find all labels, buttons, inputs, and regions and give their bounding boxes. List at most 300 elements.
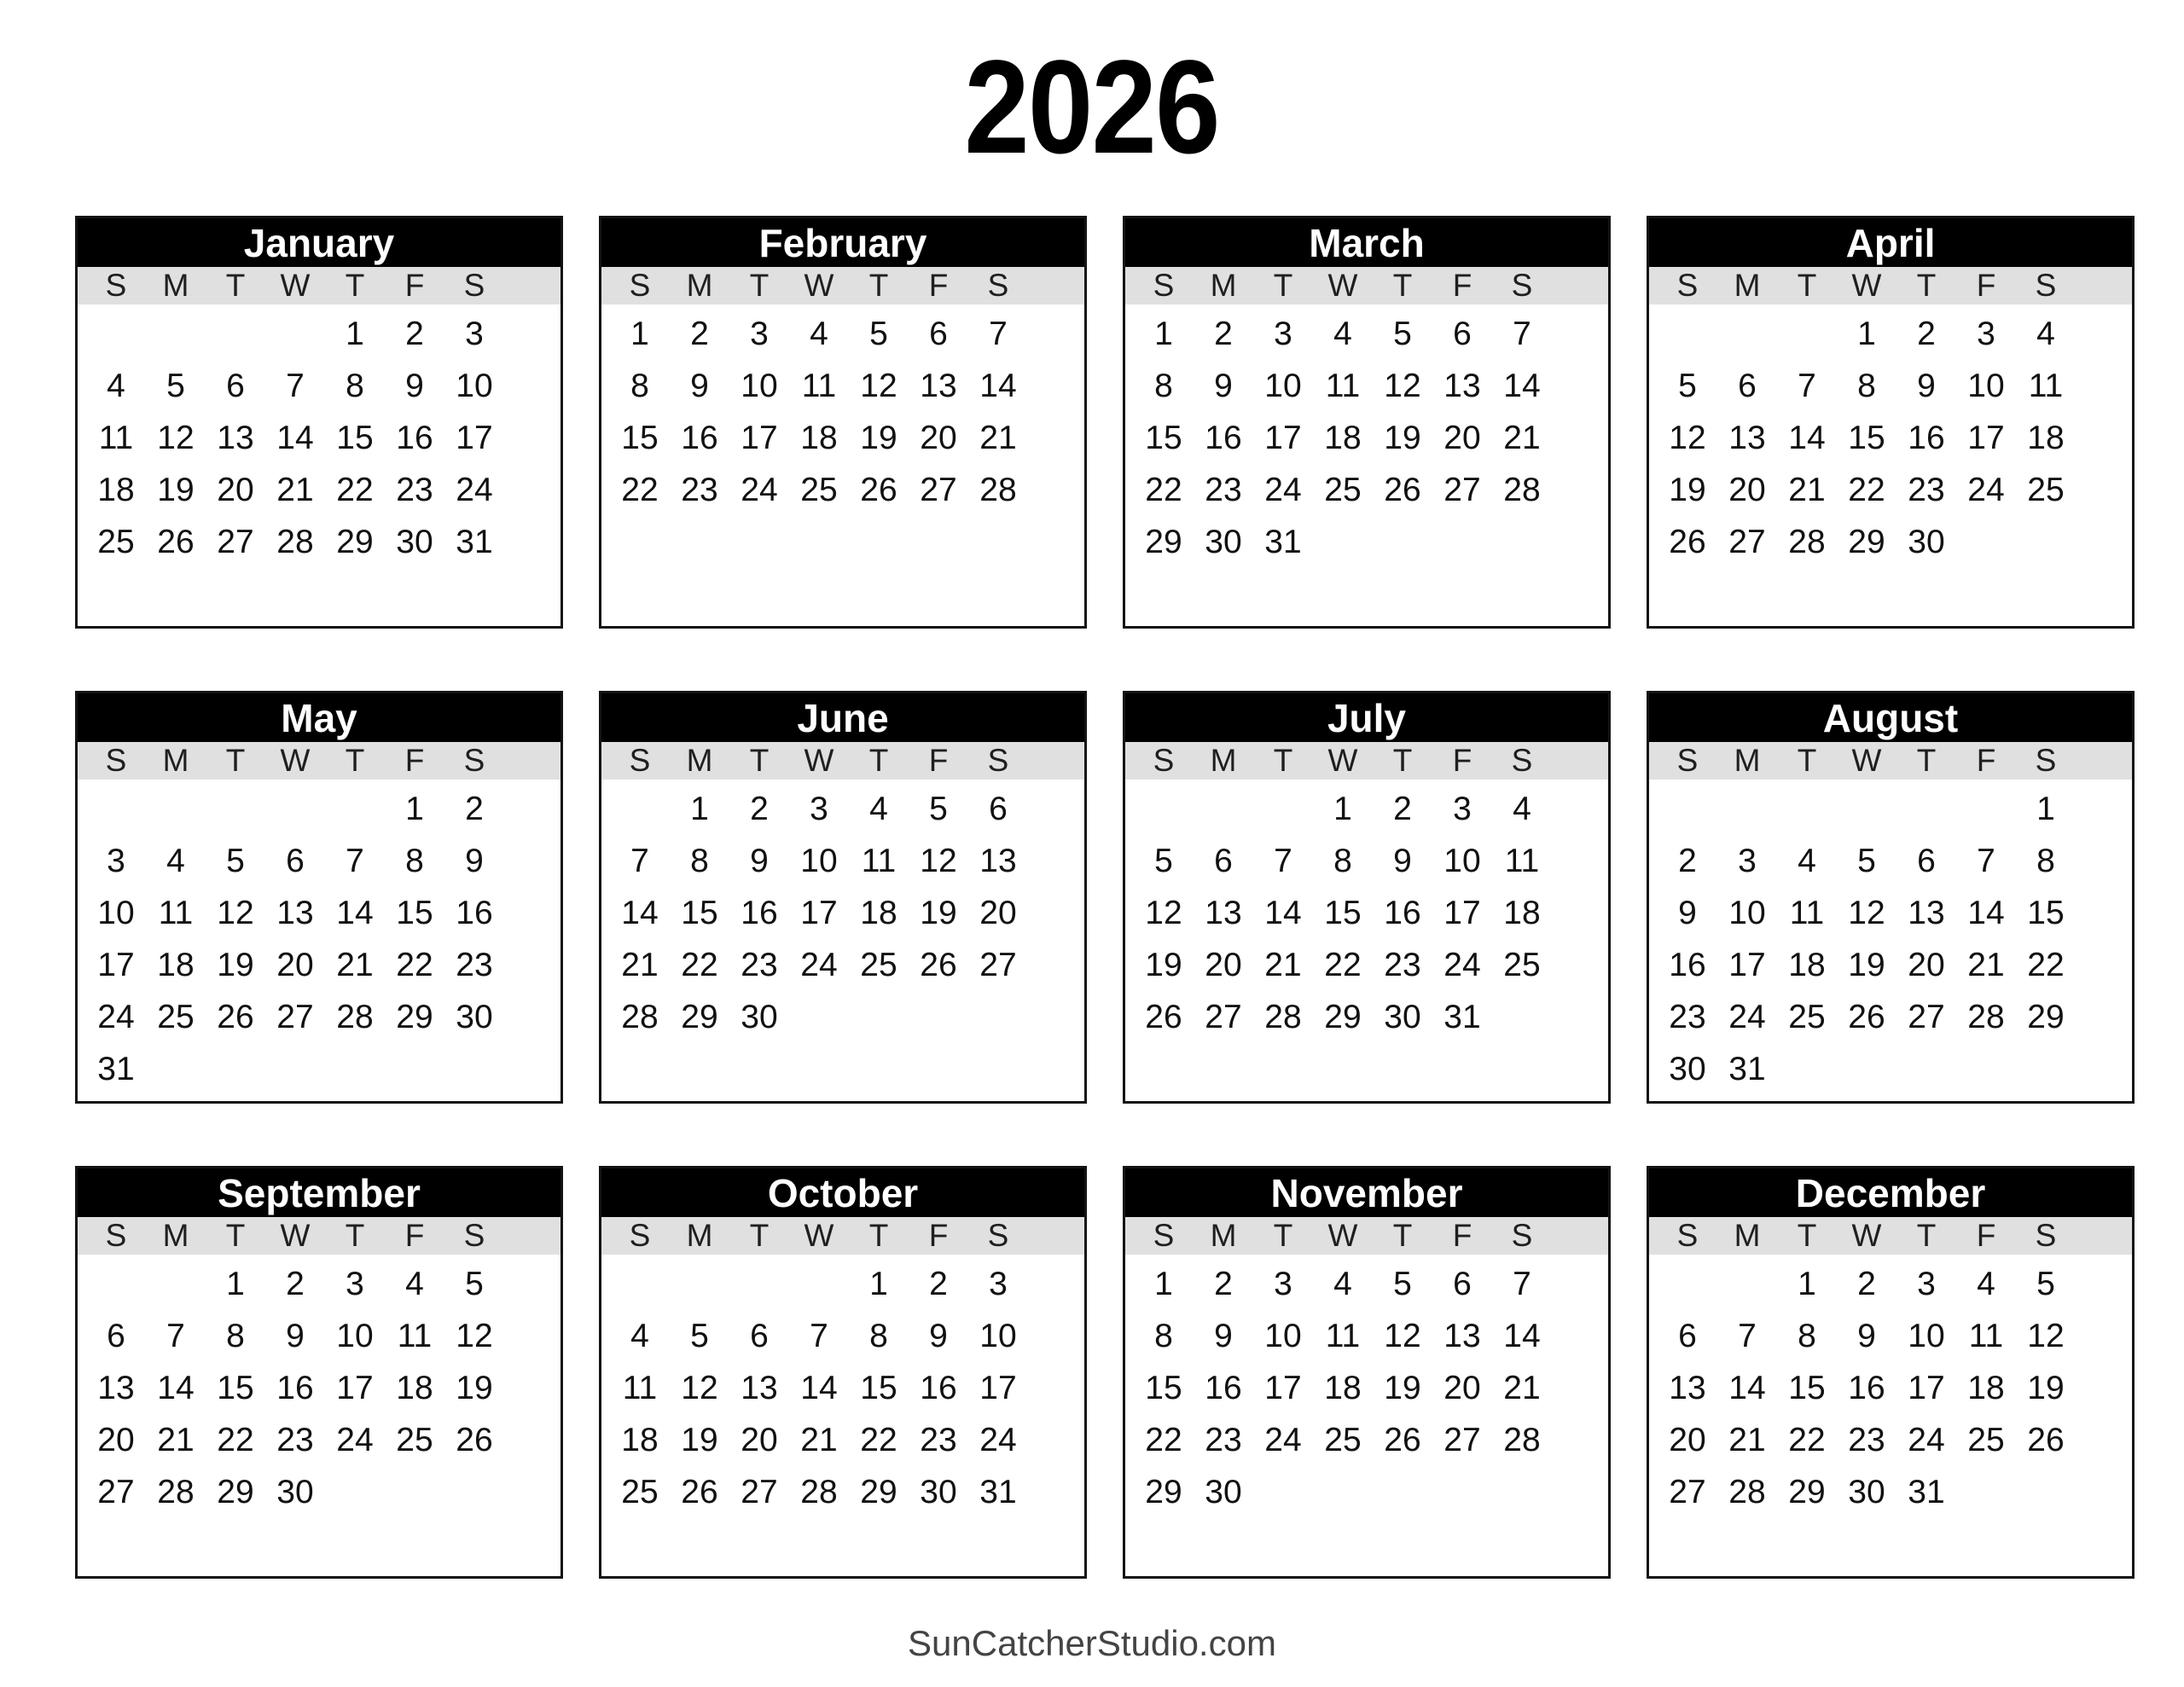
date-cell: 5: [166, 367, 185, 404]
month-title: January: [78, 218, 561, 267]
date-cell: 26: [1384, 471, 1421, 508]
date-cell: 9: [1917, 367, 1936, 404]
date-cell: 18: [860, 894, 897, 931]
date-cell: 26: [1848, 998, 1885, 1035]
date-cell: 25: [396, 1421, 433, 1458]
month-january: [75, 216, 563, 629]
date-cell: 31: [97, 1050, 135, 1087]
date-cell: 29: [1788, 1473, 1826, 1510]
date-cell: 2: [929, 1265, 948, 1302]
date-cell: 25: [800, 471, 838, 508]
weekday-cell: M: [686, 743, 713, 778]
week-row: [1658, 464, 2132, 516]
date-cell: 15: [217, 1369, 254, 1406]
date-cell: 17: [1443, 894, 1481, 931]
page-title: [0, 0, 2184, 216]
date-cell: 3: [107, 842, 125, 879]
date-cell: 24: [741, 471, 778, 508]
week-row: [1134, 1310, 1608, 1362]
weekday-cell: T: [1273, 743, 1293, 778]
date-cell: 28: [1788, 523, 1826, 560]
date-cell: 6: [1453, 315, 1472, 352]
date-cell: 19: [681, 1421, 718, 1458]
date-cell: 7: [1977, 842, 1995, 879]
date-cell: 21: [1728, 1421, 1766, 1458]
week-row: [610, 1466, 1084, 1518]
weekday-cell: W: [1851, 1218, 1882, 1253]
date-cell: 4: [810, 315, 828, 352]
week-row: [1658, 991, 2132, 1043]
date-cell: 16: [276, 1369, 314, 1406]
date-cell: 30: [1205, 1473, 1242, 1510]
weekday-row: [601, 742, 1084, 780]
date-cell: 21: [621, 946, 659, 983]
date-cell: 9: [286, 1317, 305, 1354]
date-cell: 4: [166, 842, 185, 879]
date-cell: 19: [1384, 419, 1421, 456]
weekday-cell: M: [162, 1218, 189, 1253]
date-cell: 17: [800, 894, 838, 931]
date-cell: 3: [750, 315, 769, 352]
date-cell: 6: [750, 1317, 769, 1354]
date-cell: 10: [1967, 367, 2005, 404]
date-cell: 24: [456, 471, 493, 508]
date-cell: 14: [1264, 894, 1302, 931]
date-cell: 29: [217, 1473, 254, 1510]
weekday-cell: S: [463, 268, 485, 303]
date-cell: 17: [1967, 419, 2005, 456]
date-cell: 29: [681, 998, 718, 1035]
weeks-area: [601, 1255, 1084, 1518]
date-cell: 22: [621, 471, 659, 508]
date-cell: 7: [286, 367, 305, 404]
date-cell: 26: [157, 523, 195, 560]
date-cell: 22: [1788, 1421, 1826, 1458]
date-cell: 16: [1205, 1369, 1242, 1406]
date-cell: 24: [800, 946, 838, 983]
date-cell: 16: [1384, 894, 1421, 931]
date-cell: 3: [989, 1265, 1008, 1302]
weekday-cell: T: [1916, 1218, 1937, 1253]
date-cell: 23: [456, 946, 493, 983]
week-row: [610, 464, 1084, 516]
date-cell: 2: [465, 790, 484, 827]
date-cell: 26: [1384, 1421, 1421, 1458]
weekday-cell: S: [629, 743, 651, 778]
date-cell: 15: [681, 894, 718, 931]
date-cell: 10: [1728, 894, 1766, 931]
weekday-row: [1125, 742, 1608, 780]
date-cell: 15: [860, 1369, 897, 1406]
date-cell: 21: [1788, 471, 1826, 508]
date-cell: 16: [1848, 1369, 1885, 1406]
date-cell: 27: [97, 1473, 135, 1510]
date-cell: 11: [1504, 842, 1540, 879]
week-row: [610, 835, 1084, 887]
date-cell: 18: [1967, 1369, 2005, 1406]
date-cell: 22: [860, 1421, 897, 1458]
date-cell: 5: [929, 790, 948, 827]
date-cell: 4: [1333, 315, 1352, 352]
date-cell: 21: [1264, 946, 1302, 983]
week-row: [1134, 464, 1608, 516]
date-cell: 10: [1908, 1317, 1945, 1354]
week-row: [1658, 783, 2132, 835]
date-cell: 14: [1728, 1369, 1766, 1406]
date-cell: 18: [97, 471, 135, 508]
date-cell: 20: [1728, 471, 1766, 508]
date-cell: 21: [1967, 946, 2005, 983]
date-cell: 31: [1728, 1050, 1766, 1087]
date-cell: 26: [456, 1421, 493, 1458]
date-cell: 12: [1384, 1317, 1421, 1354]
week-row: [1658, 1466, 2132, 1518]
date-cell: 27: [1908, 998, 1945, 1035]
date-cell: 3: [1977, 315, 1995, 352]
date-cell: 6: [226, 367, 245, 404]
date-cell: 12: [1669, 419, 1706, 456]
month-september: [75, 1166, 563, 1579]
date-cell: 31: [456, 523, 493, 560]
date-cell: 3: [810, 790, 828, 827]
date-cell: 9: [465, 842, 484, 879]
date-cell: 2: [1678, 842, 1697, 879]
date-cell: 1: [405, 790, 424, 827]
weekday-cell: S: [629, 1218, 651, 1253]
weekday-cell: W: [804, 1218, 834, 1253]
date-cell: 21: [157, 1421, 195, 1458]
date-cell: 9: [1393, 842, 1412, 879]
weekday-cell: M: [686, 268, 713, 303]
date-cell: 16: [920, 1369, 957, 1406]
date-cell: 23: [1908, 471, 1945, 508]
week-row: [1658, 360, 2132, 412]
date-cell: 15: [396, 894, 433, 931]
date-cell: 5: [1154, 842, 1173, 879]
date-cell: 2: [690, 315, 709, 352]
date-cell: 4: [1333, 1265, 1352, 1302]
month-title: August: [1649, 693, 2132, 742]
weekday-cell: T: [749, 743, 770, 778]
date-cell: 14: [1503, 367, 1541, 404]
weekday-cell: M: [1210, 743, 1237, 778]
weekday-cell: S: [1511, 1218, 1533, 1253]
date-cell: 10: [336, 1317, 374, 1354]
week-row: [610, 1258, 1084, 1310]
weekday-cell: T: [1916, 743, 1937, 778]
weekday-cell: T: [1392, 1218, 1413, 1253]
month-may: [75, 691, 563, 1104]
weekday-cell: T: [868, 268, 889, 303]
weekday-cell: W: [1327, 743, 1358, 778]
week-row: [1134, 1362, 1608, 1414]
weekday-cell: M: [1734, 743, 1761, 778]
date-cell: 23: [920, 1421, 957, 1458]
date-cell: 11: [158, 894, 194, 931]
weekday-cell: T: [1797, 1218, 1817, 1253]
date-cell: 5: [1678, 367, 1697, 404]
week-row: [86, 1466, 561, 1518]
week-row: [1658, 412, 2132, 464]
weekday-cell: T: [1797, 743, 1817, 778]
date-cell: 11: [861, 842, 897, 879]
date-cell: 22: [396, 946, 433, 983]
date-cell: 2: [1857, 1265, 1876, 1302]
month-august: [1647, 691, 2135, 1104]
weeks-area: [1125, 1255, 1608, 1518]
date-cell: 29: [396, 998, 433, 1035]
date-cell: 20: [979, 894, 1017, 931]
weekday-cell: T: [1797, 268, 1817, 303]
month-title: October: [601, 1168, 1084, 1217]
date-cell: 27: [1443, 471, 1481, 508]
date-cell: 11: [801, 367, 837, 404]
date-cell: 14: [800, 1369, 838, 1406]
date-cell: 22: [681, 946, 718, 983]
weekday-row: [1125, 1217, 1608, 1255]
date-cell: 3: [1453, 790, 1472, 827]
weekday-cell: T: [749, 1218, 770, 1253]
date-cell: 3: [1274, 1265, 1292, 1302]
date-cell: 25: [157, 998, 195, 1035]
weekday-cell: F: [404, 268, 425, 303]
date-cell: 28: [621, 998, 659, 1035]
date-cell: 10: [800, 842, 838, 879]
date-cell: 29: [336, 523, 374, 560]
date-cell: 23: [276, 1421, 314, 1458]
weekday-cell: S: [2035, 268, 2057, 303]
date-cell: 3: [346, 1265, 364, 1302]
weeks-area: [601, 304, 1084, 516]
date-cell: 31: [979, 1473, 1017, 1510]
calendar-grid: [75, 216, 2135, 1579]
date-cell: 19: [1384, 1369, 1421, 1406]
date-cell: 10: [741, 367, 778, 404]
date-cell: 20: [276, 946, 314, 983]
date-cell: 3: [465, 315, 484, 352]
date-cell: 21: [276, 471, 314, 508]
date-cell: 15: [1324, 894, 1362, 931]
date-cell: 5: [1857, 842, 1876, 879]
week-row: [1134, 412, 1608, 464]
date-cell: 3: [1917, 1265, 1936, 1302]
date-cell: 25: [1788, 998, 1826, 1035]
weekday-row: [78, 267, 561, 304]
date-cell: 18: [396, 1369, 433, 1406]
date-cell: 19: [1848, 946, 1885, 983]
date-cell: 26: [217, 998, 254, 1035]
date-cell: 7: [346, 842, 364, 879]
weekday-cell: S: [105, 743, 127, 778]
weeks-area: [78, 1255, 561, 1518]
date-cell: 9: [690, 367, 709, 404]
month-april: [1647, 216, 2135, 629]
week-row: [1658, 1043, 2132, 1095]
date-cell: 5: [690, 1317, 709, 1354]
date-cell: 28: [1503, 471, 1541, 508]
date-cell: 15: [1145, 419, 1182, 456]
month-title: March: [1125, 218, 1608, 267]
date-cell: 17: [741, 419, 778, 456]
week-row: [610, 1362, 1084, 1414]
date-cell: 28: [276, 523, 314, 560]
date-cell: 14: [621, 894, 659, 931]
date-cell: 30: [1908, 523, 1945, 560]
date-cell: 29: [1324, 998, 1362, 1035]
date-cell: 18: [1324, 1369, 1362, 1406]
date-cell: 17: [1264, 1369, 1302, 1406]
date-cell: 23: [396, 471, 433, 508]
date-cell: 28: [157, 1473, 195, 1510]
date-cell: 20: [97, 1421, 135, 1458]
week-row: [1658, 887, 2132, 939]
date-cell: 24: [1264, 1421, 1302, 1458]
date-cell: 15: [2027, 894, 2065, 931]
date-cell: 2: [1917, 315, 1936, 352]
date-cell: 13: [1669, 1369, 1706, 1406]
week-row: [610, 308, 1084, 360]
date-cell: 20: [1205, 946, 1242, 983]
date-cell: 21: [336, 946, 374, 983]
date-cell: 20: [1669, 1421, 1706, 1458]
date-cell: 29: [1848, 523, 1885, 560]
weekday-cell: M: [162, 743, 189, 778]
date-cell: 24: [1443, 946, 1481, 983]
date-cell: 1: [1857, 315, 1876, 352]
date-cell: 15: [621, 419, 659, 456]
date-cell: 13: [217, 419, 254, 456]
date-cell: 28: [979, 471, 1017, 508]
weeks-area: [1649, 780, 2132, 1095]
date-cell: 30: [1384, 998, 1421, 1035]
date-cell: 15: [336, 419, 374, 456]
weekday-cell: W: [804, 268, 834, 303]
date-cell: 17: [456, 419, 493, 456]
weekday-cell: M: [1210, 1218, 1237, 1253]
date-cell: 23: [741, 946, 778, 983]
week-row: [1658, 1258, 2132, 1310]
month-title: December: [1649, 1168, 2132, 1217]
weekday-cell: T: [1916, 268, 1937, 303]
date-cell: 17: [1908, 1369, 1945, 1406]
date-cell: 26: [2027, 1421, 2065, 1458]
weekday-cell: S: [1153, 743, 1175, 778]
date-cell: 2: [405, 315, 424, 352]
weekday-row: [1649, 267, 2132, 304]
weekday-cell: M: [162, 268, 189, 303]
weekday-cell: T: [345, 743, 365, 778]
date-cell: 29: [860, 1473, 897, 1510]
week-row: [1134, 991, 1608, 1043]
date-cell: 26: [681, 1473, 718, 1510]
date-cell: 27: [920, 471, 957, 508]
date-cell: 16: [681, 419, 718, 456]
month-title: July: [1125, 693, 1608, 742]
date-cell: 4: [107, 367, 125, 404]
date-cell: 8: [346, 367, 364, 404]
date-cell: 29: [2027, 998, 2065, 1035]
weekday-cell: W: [1851, 743, 1882, 778]
date-cell: 2: [286, 1265, 305, 1302]
date-cell: 4: [1977, 1265, 1995, 1302]
date-cell: 4: [1513, 790, 1531, 827]
date-cell: 16: [741, 894, 778, 931]
weekday-row: [78, 742, 561, 780]
date-cell: 25: [1503, 946, 1541, 983]
date-cell: 22: [1848, 471, 1885, 508]
date-cell: 19: [157, 471, 195, 508]
date-cell: 27: [1669, 1473, 1706, 1510]
date-cell: 25: [1967, 1421, 2005, 1458]
date-cell: 7: [810, 1317, 828, 1354]
date-cell: 8: [2036, 842, 2055, 879]
weekday-cell: S: [629, 268, 651, 303]
weekday-cell: T: [225, 743, 246, 778]
date-cell: 12: [2027, 1317, 2065, 1354]
weekday-row: [1649, 1217, 2132, 1255]
month-june: [599, 691, 1087, 1104]
weekday-row: [78, 1217, 561, 1255]
week-row: [610, 991, 1084, 1043]
date-cell: 14: [1788, 419, 1826, 456]
date-cell: 29: [1145, 1473, 1182, 1510]
weekday-row: [1125, 267, 1608, 304]
date-cell: 8: [1857, 367, 1876, 404]
date-cell: 23: [681, 471, 718, 508]
date-cell: 6: [1738, 367, 1757, 404]
date-cell: 13: [97, 1369, 135, 1406]
month-october: [599, 1166, 1087, 1579]
weekday-cell: W: [280, 268, 311, 303]
date-cell: 1: [869, 1265, 888, 1302]
date-cell: 2: [750, 790, 769, 827]
date-cell: 23: [1669, 998, 1706, 1035]
weekday-cell: T: [345, 1218, 365, 1253]
week-row: [86, 1258, 561, 1310]
date-cell: 7: [1738, 1317, 1757, 1354]
week-row: [1658, 1414, 2132, 1466]
date-cell: 7: [1274, 842, 1292, 879]
date-cell: 30: [920, 1473, 957, 1510]
weekday-cell: F: [1452, 1218, 1472, 1253]
week-row: [86, 308, 561, 360]
weekday-cell: T: [1273, 1218, 1293, 1253]
date-cell: 10: [1264, 1317, 1302, 1354]
date-cell: 5: [465, 1265, 484, 1302]
date-cell: 18: [157, 946, 195, 983]
date-cell: 13: [920, 367, 957, 404]
date-cell: 9: [1678, 894, 1697, 931]
date-cell: 25: [97, 523, 135, 560]
date-cell: 30: [456, 998, 493, 1035]
week-row: [86, 783, 561, 835]
date-cell: 11: [1968, 1317, 2004, 1354]
week-row: [86, 939, 561, 991]
date-cell: 13: [741, 1369, 778, 1406]
date-cell: 6: [1678, 1317, 1697, 1354]
date-cell: 13: [1443, 367, 1481, 404]
date-cell: 10: [1264, 367, 1302, 404]
date-cell: 24: [1967, 471, 2005, 508]
date-cell: 29: [1145, 523, 1182, 560]
date-cell: 25: [2027, 471, 2065, 508]
date-cell: 15: [1848, 419, 1885, 456]
week-row: [86, 991, 561, 1043]
date-cell: 9: [1214, 367, 1233, 404]
date-cell: 17: [97, 946, 135, 983]
date-cell: 7: [1513, 1265, 1531, 1302]
date-cell: 6: [1214, 842, 1233, 879]
